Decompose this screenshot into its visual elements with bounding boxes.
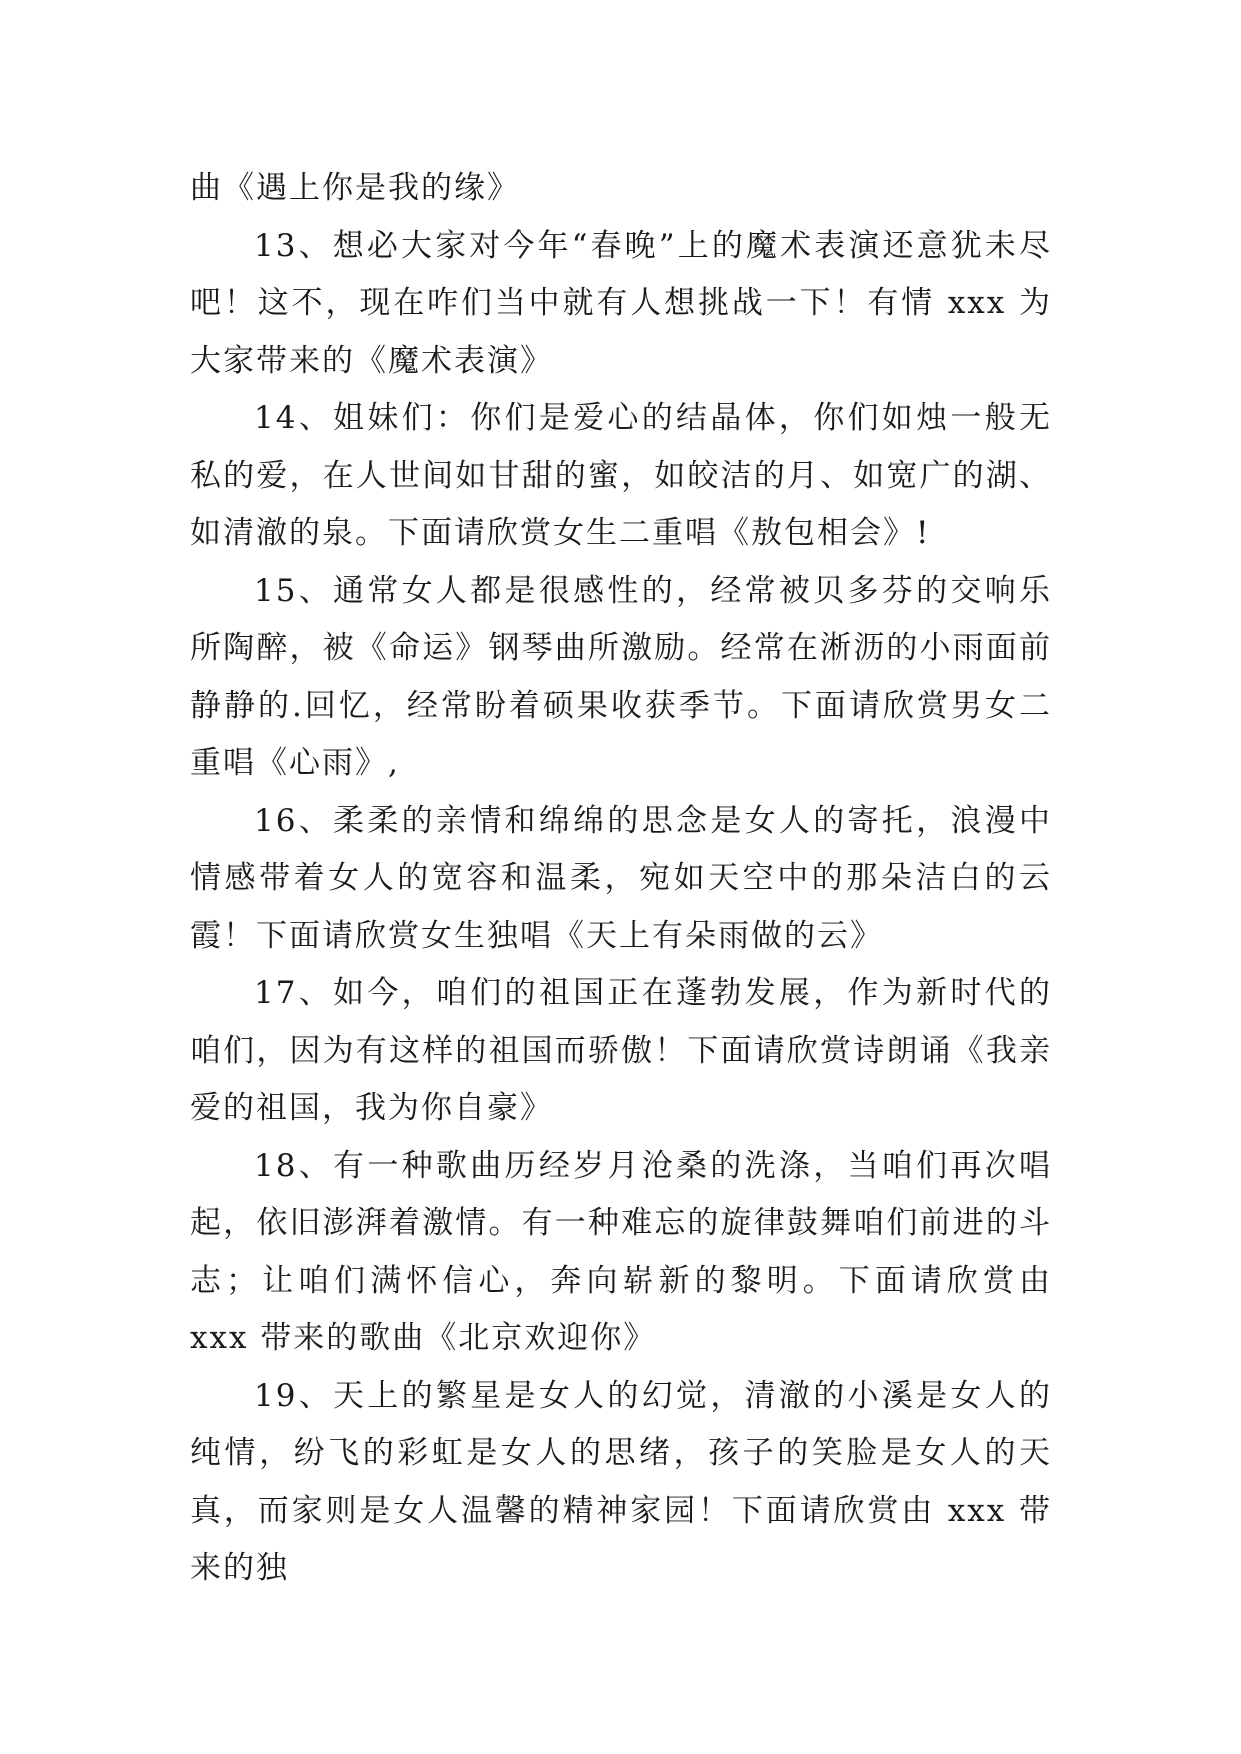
paragraph-continuation: 曲《遇上你是我的缘》 bbox=[190, 170, 520, 206]
paragraph-14: 14、姐妹们：你们是爱心的结晶体，你们如烛一般无私的爱，在人世间如甘甜的蜜，如皎洁的月、如宽广的湖、如清澈的泉。下面请欣赏女生二重唱《敖包相会》! bbox=[190, 400, 1052, 551]
document-body bbox=[190, 160, 1052, 1598]
paragraph-15: 15、通常女人都是很感性的，经常被贝多芬的交响乐所陶醉，被《命运》钢琴曲所激励。经常在淅沥的小雨面前静静的.回忆，经常盼着硕果收获季节。下面请欣赏男女二重唱《心雨》, bbox=[190, 572, 1052, 781]
paragraph-16: 16、柔柔的亲情和绵绵的思念是女人的寄托，浪漫中情感带着女人的宽容和温柔，宛如天空中的那朵洁白的云霞！下面请欣赏女生独唱《天上有朵雨做的云》 bbox=[190, 802, 1052, 954]
paragraph-18: 18、有一种歌曲历经岁月沧桑的洗涤，当咱们再次唱起，依旧澎湃着激情。有一种难忘的旋律鼓舞咱们前进的斗志；让咱们满怀信心，奔向崭新的黎明。下面请欣赏由 xxx 带来的歌曲《北京欢迎你》 bbox=[190, 1147, 1052, 1356]
paragraph-19: 19、天上的繁星是女人的幻觉，清澈的小溪是女人的纯情，纷飞的彩虹是女人的思绪，孩子的笑脸是女人的天真，而家则是女人温馨的精神家园！下面请欣赏由 xxx 带来的独 bbox=[190, 1377, 1052, 1586]
paragraph-13: 13、想必大家对今年“春晚”上的魔术表演还意犹未尽吧！这不，现在咋们当中就有人想挑战一下！有情 xxx 为大家带来的《魔术表演》 bbox=[190, 227, 1052, 379]
paragraph-17: 17、如今，咱们的祖国正在蓬勃发展，作为新时代的咱们，因为有这样的祖国而骄傲！下面请欣赏诗朗诵《我亲爱的祖国，我为你自豪》 bbox=[190, 975, 1052, 1126]
